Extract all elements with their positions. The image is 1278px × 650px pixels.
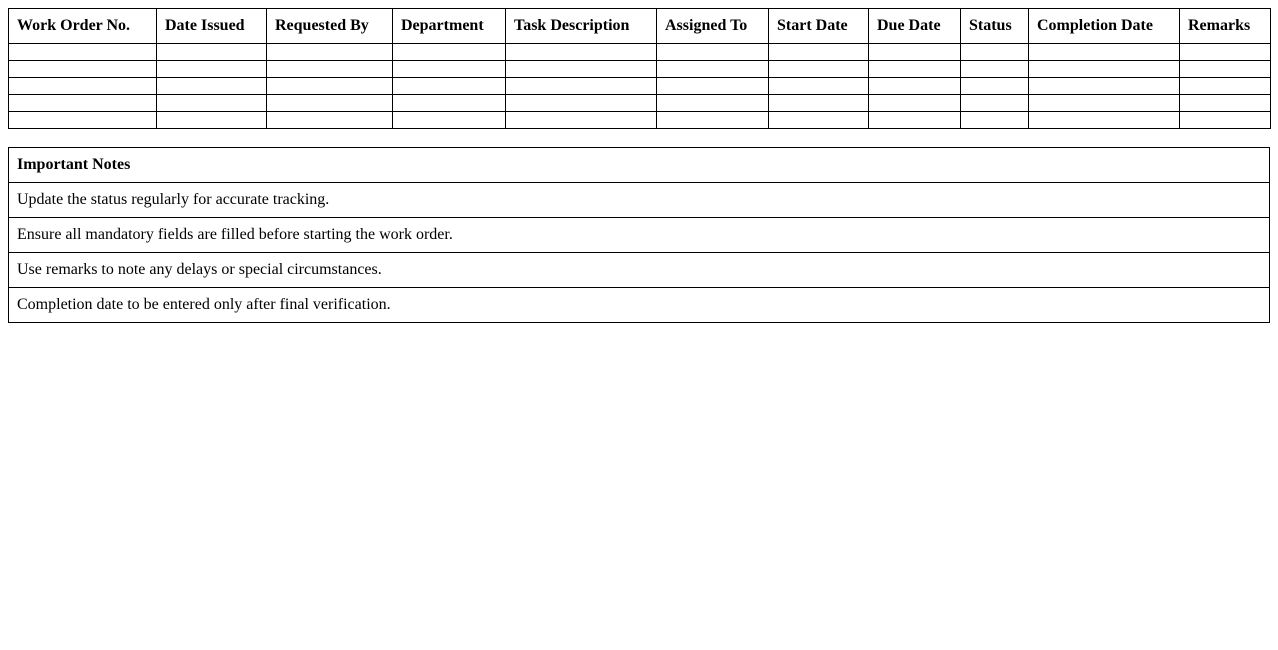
table-cell[interactable] [1180,44,1271,61]
table-cell[interactable] [1029,78,1180,95]
table-cell[interactable] [961,78,1029,95]
table-cell[interactable] [9,78,157,95]
table-cell[interactable] [961,112,1029,129]
table-cell[interactable] [267,112,393,129]
table-cell[interactable] [393,112,506,129]
table-row [9,95,1271,112]
note-item: Update the status regularly for accurate tracking. [9,183,1270,218]
table-cell[interactable] [1180,78,1271,95]
table-row [9,44,1271,61]
table-cell[interactable] [769,61,869,78]
notes-body [9,183,1270,323]
note-row [9,253,1270,288]
table-cell[interactable] [267,95,393,112]
table-cell[interactable] [657,61,769,78]
note-item: Use remarks to note any delays or special circumstances. [9,253,1270,288]
table-cell[interactable] [506,44,657,61]
table-cell[interactable] [157,112,267,129]
table-cell[interactable] [961,95,1029,112]
table-cell[interactable] [1029,95,1180,112]
table-cell[interactable] [1029,61,1180,78]
notes-title-row [9,148,1270,183]
table-cell[interactable] [157,95,267,112]
table-cell[interactable] [657,112,769,129]
table-row [9,112,1271,129]
note-row [9,288,1270,323]
table-cell[interactable] [506,95,657,112]
table-cell[interactable] [393,44,506,61]
note-row [9,183,1270,218]
table-cell[interactable] [961,61,1029,78]
table-cell[interactable] [267,61,393,78]
table-cell[interactable] [267,78,393,95]
header-status: Status [961,9,1029,44]
header-task-description: Task Description [506,9,657,44]
note-item: Ensure all mandatory fields are filled before starting the work order. [9,218,1270,253]
table-cell[interactable] [869,112,961,129]
table-cell[interactable] [506,112,657,129]
note-row [9,218,1270,253]
header-date-issued: Date Issued [157,9,267,44]
table-body [9,44,1271,129]
table-cell[interactable] [769,78,869,95]
table-cell[interactable] [267,44,393,61]
table-cell[interactable] [769,44,869,61]
table-cell[interactable] [657,44,769,61]
header-work-order-no: Work Order No. [9,9,157,44]
table-cell[interactable] [1029,112,1180,129]
table-cell[interactable] [9,112,157,129]
important-notes-table [8,147,1270,323]
header-row [9,9,1271,44]
header-due-date: Due Date [869,9,961,44]
work-order-table [8,8,1271,129]
table-cell[interactable] [393,61,506,78]
table-cell[interactable] [657,78,769,95]
table-cell[interactable] [506,78,657,95]
table-cell[interactable] [393,78,506,95]
table-cell[interactable] [869,95,961,112]
table-row [9,78,1271,95]
table-cell[interactable] [393,95,506,112]
table-cell[interactable] [869,78,961,95]
table-cell[interactable] [869,44,961,61]
table-cell[interactable] [1180,61,1271,78]
table-cell[interactable] [1180,112,1271,129]
header-start-date: Start Date [769,9,869,44]
header-completion-date: Completion Date [1029,9,1180,44]
table-cell[interactable] [1029,44,1180,61]
table-cell[interactable] [9,44,157,61]
table-cell[interactable] [157,78,267,95]
note-item: Completion date to be entered only after final verification. [9,288,1270,323]
notes-title: Important Notes [9,148,1270,183]
table-cell[interactable] [9,61,157,78]
notes-header [9,148,1270,183]
table-row [9,61,1271,78]
table-cell[interactable] [769,95,869,112]
table-cell[interactable] [157,44,267,61]
table-cell[interactable] [769,112,869,129]
table-cell[interactable] [1180,95,1271,112]
header-assigned-to: Assigned To [657,9,769,44]
table-cell[interactable] [961,44,1029,61]
table-cell[interactable] [9,95,157,112]
table-cell[interactable] [157,61,267,78]
header-department: Department [393,9,506,44]
table-cell[interactable] [506,61,657,78]
table-cell[interactable] [657,95,769,112]
table-header [9,9,1271,44]
table-cell[interactable] [869,61,961,78]
header-requested-by: Requested By [267,9,393,44]
header-remarks: Remarks [1180,9,1271,44]
